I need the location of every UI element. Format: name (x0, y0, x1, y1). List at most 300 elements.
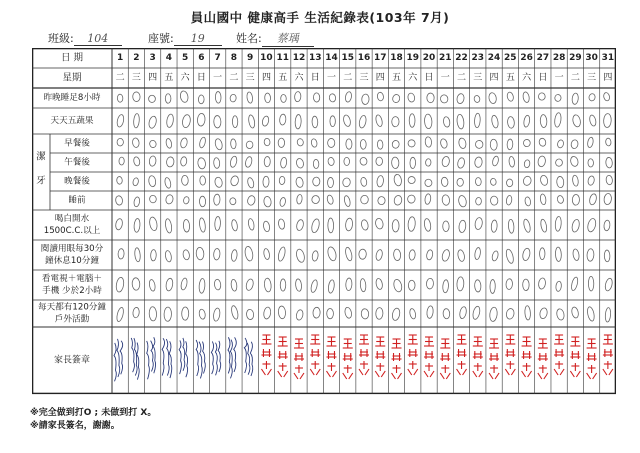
check-mark-circle (281, 94, 287, 102)
check-mark-circle (149, 279, 156, 291)
check-mark-circle (328, 279, 335, 293)
check-mark-circle (294, 91, 301, 102)
check-mark-circle (523, 139, 530, 146)
row-label-line: 看電視＋電腦＋ (41, 274, 103, 284)
check-mark-circle (344, 307, 353, 319)
check-mark-circle (313, 93, 320, 102)
day-number-4: 4 (165, 53, 173, 63)
check-mark-circle (165, 218, 173, 233)
check-mark-circle (474, 247, 481, 260)
day-number-2: 2 (133, 53, 140, 63)
handwritten-signature (211, 341, 220, 376)
check-mark-circle (540, 114, 547, 127)
check-mark-circle (603, 113, 611, 127)
check-mark-circle (278, 306, 286, 319)
weekday-25: 五 (505, 73, 515, 83)
check-mark-circle (522, 91, 530, 103)
weekday-6: 日 (196, 73, 206, 83)
check-mark-circle (263, 307, 271, 320)
handwritten-signature (162, 338, 172, 378)
weekday-26: 六 (522, 73, 532, 83)
check-mark-circle (506, 279, 513, 290)
check-mark-circle (457, 249, 465, 262)
day-number-8: 8 (230, 53, 238, 63)
check-mark-circle (196, 247, 204, 260)
check-mark-circle (248, 218, 255, 230)
check-mark-circle (393, 249, 401, 261)
check-mark-circle (246, 309, 254, 320)
check-mark-circle (408, 177, 415, 184)
check-mark-circle (376, 175, 384, 187)
stamp-stroke (609, 369, 613, 375)
day-number-13: 13 (308, 53, 322, 63)
check-mark-circle (538, 93, 545, 101)
check-mark-circle (165, 250, 173, 262)
day-number-23: 23 (471, 53, 485, 63)
weekday-23: 三 (473, 73, 483, 83)
stamp-stroke (511, 369, 515, 375)
check-mark-circle (246, 141, 253, 149)
class-label: 班級: (48, 32, 74, 45)
handwritten-signature (147, 337, 156, 379)
stamp-stroke (587, 373, 591, 379)
check-mark-circle (295, 177, 304, 188)
check-mark-circle (311, 195, 320, 204)
check-mark-circle (132, 278, 140, 291)
check-mark-circle (391, 157, 399, 169)
stamp-stroke (284, 371, 288, 377)
check-mark-circle (165, 278, 173, 292)
name-value: 蔡瑀 (262, 30, 314, 47)
stamp-stroke (560, 369, 564, 375)
check-mark-circle (523, 219, 532, 233)
check-mark-circle (244, 246, 254, 262)
check-mark-circle (264, 93, 270, 103)
check-mark-circle (425, 137, 432, 148)
check-mark-circle (132, 307, 139, 318)
check-mark-circle (360, 278, 366, 291)
check-mark-circle (360, 195, 368, 204)
seat-label: 座號: (148, 32, 174, 45)
brushing-group-char: 牙 (36, 175, 46, 187)
check-mark-circle (571, 219, 580, 233)
check-mark-circle (555, 216, 562, 231)
check-mark-circle (134, 248, 141, 262)
check-mark-circle (440, 138, 448, 149)
check-mark-circle (603, 193, 612, 205)
check-mark-circle (506, 179, 512, 187)
check-mark-circle (458, 195, 468, 208)
row-label-line: 每天都有120分鐘 (38, 302, 106, 313)
check-mark-circle (407, 195, 415, 204)
stamp-stroke (349, 373, 353, 379)
check-mark-circle (376, 157, 383, 165)
red-seal-stamp (587, 339, 597, 379)
weekday-12: 六 (294, 73, 304, 83)
check-mark-circle (375, 218, 384, 230)
check-mark-circle (489, 307, 498, 322)
check-mark-circle (181, 175, 188, 185)
check-mark-circle (606, 175, 613, 185)
weekday-27: 日 (538, 73, 548, 83)
check-mark-circle (441, 177, 449, 187)
check-mark-circle (346, 139, 352, 149)
stamp-stroke (310, 369, 314, 375)
red-seal-stamp (538, 339, 548, 379)
check-mark-circle (296, 219, 305, 231)
check-mark-circle (408, 280, 415, 290)
check-mark-circle (149, 156, 157, 167)
check-mark-circle (524, 159, 531, 168)
check-mark-circle (345, 218, 353, 231)
check-mark-circle (375, 278, 383, 290)
weekday-5: 六 (180, 73, 190, 83)
check-mark-circle (231, 219, 238, 231)
check-mark-circle (148, 115, 158, 128)
check-mark-circle (457, 178, 464, 186)
weekday-4: 五 (164, 73, 174, 83)
check-mark-circle (132, 138, 140, 148)
check-mark-circle (426, 249, 433, 260)
day-number-15: 15 (341, 53, 355, 63)
check-mark-circle (605, 157, 612, 168)
check-mark-circle (361, 94, 369, 105)
check-mark-circle (116, 307, 125, 322)
check-mark-circle (344, 247, 353, 262)
check-mark-circle (492, 156, 500, 167)
check-mark-circle (117, 138, 123, 146)
check-mark-circle (263, 248, 270, 260)
day-number-26: 26 (520, 53, 533, 63)
stamp-stroke (528, 371, 532, 377)
stamp-stroke (326, 371, 330, 377)
check-mark-circle (180, 156, 187, 166)
check-mark-circle (410, 157, 416, 168)
check-mark-circle (442, 194, 451, 205)
record-table (32, 48, 616, 403)
check-mark-circle (326, 194, 334, 204)
check-mark-circle (278, 138, 285, 147)
stamp-stroke (267, 369, 271, 375)
check-mark-circle (245, 278, 254, 291)
class-field (48, 30, 122, 46)
stamp-stroke (479, 371, 483, 377)
red-seal-stamp (505, 335, 515, 375)
check-mark-circle (605, 138, 611, 146)
handwritten-signature (114, 339, 123, 381)
check-mark-circle (280, 279, 286, 291)
day-number-30: 30 (585, 53, 598, 63)
check-mark-circle (328, 157, 335, 166)
check-mark-circle (407, 93, 415, 103)
red-seal-stamp (310, 335, 320, 375)
day-number-6: 6 (198, 53, 205, 63)
check-mark-circle (425, 159, 431, 167)
check-mark-circle (393, 174, 402, 187)
day-number-1: 1 (116, 53, 124, 63)
check-mark-circle (604, 278, 613, 292)
check-mark-circle (490, 139, 497, 150)
check-mark-circle (538, 278, 546, 290)
day-number-28: 28 (552, 53, 566, 63)
day-number-25: 25 (504, 53, 517, 63)
weekday-19: 六 (408, 73, 418, 83)
weekday-1: 二 (115, 73, 125, 83)
seat-field (148, 30, 222, 46)
row-label-line: 戶外活動 (54, 314, 90, 325)
stamp-stroke (538, 373, 542, 379)
check-mark-circle (476, 197, 482, 205)
check-mark-circle (119, 157, 125, 165)
check-mark-circle (264, 138, 270, 146)
stamp-stroke (392, 373, 396, 379)
check-mark-circle (588, 93, 595, 101)
check-mark-circle (198, 95, 204, 104)
check-mark-circle (150, 250, 156, 261)
check-mark-circle (117, 94, 123, 102)
check-mark-circle (213, 308, 221, 322)
check-mark-circle (488, 92, 497, 104)
check-mark-circle (459, 306, 467, 319)
check-mark-circle (327, 177, 333, 187)
check-mark-circle (133, 197, 140, 208)
check-mark-circle (442, 280, 449, 293)
stamp-stroke (522, 371, 526, 377)
check-mark-circle (587, 249, 595, 262)
check-mark-circle (246, 92, 253, 104)
check-mark-circle (443, 221, 450, 232)
check-mark-circle (328, 138, 335, 147)
check-mark-circle (393, 195, 402, 206)
check-mark-circle (572, 114, 582, 127)
check-mark-circle (279, 114, 286, 125)
check-mark-circle (344, 157, 350, 165)
stamp-stroke (457, 369, 461, 375)
check-mark-circle (426, 306, 433, 319)
check-mark-circle (312, 116, 318, 128)
check-mark-circle (555, 159, 563, 167)
check-mark-circle (296, 194, 303, 204)
check-mark-circle (557, 139, 564, 148)
check-mark-circle (312, 250, 319, 261)
weekday-15: 二 (343, 73, 353, 83)
check-mark-circle (392, 117, 399, 127)
date-header-label: 日 期 (60, 52, 84, 64)
day-number-24: 24 (487, 53, 501, 63)
seat-value: 19 (174, 32, 222, 46)
stamp-stroke (408, 369, 412, 375)
check-mark-circle (278, 219, 286, 230)
check-mark-circle (587, 175, 595, 185)
stamp-stroke (473, 371, 477, 377)
row-label: 天天五蔬果 (50, 116, 94, 126)
check-mark-circle (342, 114, 351, 127)
stamp-stroke (440, 373, 444, 379)
check-mark-circle (377, 92, 384, 101)
check-mark-circle (116, 114, 125, 128)
check-mark-circle (200, 176, 206, 185)
red-seal-stamp (603, 335, 613, 375)
check-mark-circle (491, 220, 498, 233)
handwritten-signature (244, 338, 252, 376)
check-mark-circle (230, 305, 239, 320)
check-mark-circle (506, 92, 514, 102)
check-mark-circle (457, 157, 466, 169)
check-mark-circle (378, 196, 386, 204)
check-mark-circle (115, 195, 123, 205)
check-mark-circle (393, 279, 403, 293)
stamp-stroke (278, 371, 282, 377)
check-mark-circle (358, 115, 367, 129)
stamp-stroke (554, 369, 558, 375)
check-mark-circle (392, 94, 401, 104)
stamp-stroke (576, 371, 580, 377)
check-mark-circle (261, 115, 269, 126)
check-mark-circle (409, 250, 416, 261)
check-mark-circle (523, 115, 530, 128)
check-mark-circle (572, 194, 579, 205)
stamp-stroke (381, 371, 385, 377)
stamp-stroke (343, 373, 347, 379)
stamp-stroke (603, 369, 607, 375)
check-mark-circle (247, 177, 255, 188)
weekday-7: 一 (213, 73, 223, 83)
red-seal-stamp (570, 337, 580, 377)
check-mark-circle (164, 307, 172, 321)
weekday-11: 五 (278, 73, 288, 83)
day-number-10: 10 (260, 53, 273, 63)
check-mark-circle (587, 137, 594, 148)
check-mark-circle (443, 308, 450, 318)
check-mark-circle (213, 194, 220, 205)
check-mark-circle (539, 307, 548, 319)
check-mark-circle (522, 248, 531, 262)
check-mark-circle (230, 139, 236, 149)
check-mark-circle (248, 114, 256, 128)
day-number-14: 14 (325, 53, 338, 63)
day-number-3: 3 (149, 53, 156, 63)
red-seal-stamp (489, 339, 499, 379)
weekday-header-label: 星期 (62, 72, 82, 84)
check-mark-circle (537, 156, 546, 168)
weekday-10: 四 (261, 73, 271, 83)
red-seal-stamp (473, 337, 483, 377)
stamp-stroke (316, 369, 320, 375)
check-mark-circle (263, 176, 269, 187)
check-mark-circle (133, 156, 141, 166)
weekday-31: 四 (603, 73, 613, 83)
check-mark-circle (508, 219, 514, 233)
check-mark-circle (247, 195, 256, 206)
check-mark-circle (231, 249, 238, 261)
check-mark-circle (505, 249, 515, 265)
signature-row-label: 家長簽章 (53, 355, 91, 366)
check-mark-circle (456, 114, 464, 129)
check-mark-circle (295, 114, 302, 129)
stamp-stroke (446, 373, 450, 379)
stamp-stroke (544, 373, 548, 379)
red-seal-stamp (522, 337, 532, 377)
check-mark-circle (443, 116, 451, 127)
stamp-stroke (489, 373, 493, 379)
red-seal-stamp (440, 339, 450, 379)
check-mark-circle (540, 248, 545, 260)
check-mark-circle (197, 113, 206, 126)
red-seal-stamp (294, 339, 304, 379)
handwritten-signature (179, 338, 187, 377)
check-mark-circle (509, 156, 516, 167)
check-mark-circle (327, 246, 338, 262)
red-seal-stamp (554, 335, 564, 375)
check-mark-circle (295, 279, 302, 292)
check-mark-circle (214, 279, 221, 290)
check-mark-circle (149, 140, 157, 149)
check-mark-circle (232, 116, 238, 128)
check-mark-circle (361, 219, 369, 230)
check-mark-circle (279, 176, 285, 185)
check-mark-circle (166, 114, 174, 128)
check-mark-circle (474, 113, 480, 128)
stamp-stroke (398, 373, 402, 379)
check-mark-circle (375, 249, 383, 261)
check-mark-circle (345, 91, 353, 102)
check-mark-circle (441, 156, 450, 167)
check-mark-circle (313, 159, 319, 168)
check-mark-circle (279, 197, 286, 207)
red-seal-stamp (326, 337, 336, 377)
check-mark-circle (231, 279, 238, 291)
weekday-17: 四 (375, 73, 385, 83)
check-mark-circle (199, 218, 206, 233)
stamp-stroke (261, 369, 265, 375)
day-number-16: 16 (357, 53, 371, 63)
red-seal-stamp (343, 339, 353, 379)
day-number-31: 31 (601, 53, 615, 63)
check-mark-circle (313, 307, 321, 318)
weekday-30: 三 (587, 73, 597, 83)
check-mark-circle (490, 279, 496, 293)
check-mark-circle (589, 193, 598, 205)
check-mark-circle (214, 177, 223, 188)
weekday-29: 二 (570, 73, 580, 83)
check-mark-circle (115, 277, 124, 293)
check-mark-circle (474, 157, 482, 168)
stamp-stroke (505, 369, 509, 375)
check-mark-circle (506, 308, 515, 320)
check-mark-circle (213, 248, 220, 260)
check-mark-circle (132, 177, 139, 186)
weekday-21: 一 (440, 73, 450, 83)
check-mark-circle (133, 92, 141, 102)
check-mark-circle (215, 91, 221, 103)
red-seal-stamp (261, 335, 271, 375)
check-mark-circle (456, 93, 465, 104)
check-mark-circle (554, 112, 562, 127)
check-mark-circle (604, 250, 610, 262)
check-mark-circle (409, 308, 417, 319)
red-seal-stamp (457, 335, 467, 375)
check-mark-circle (426, 278, 434, 289)
day-number-19: 19 (406, 53, 420, 63)
check-mark-circle (180, 278, 188, 291)
check-mark-circle (343, 195, 351, 207)
check-mark-circle (197, 157, 206, 169)
check-mark-circle (229, 197, 236, 205)
check-mark-circle (507, 139, 513, 150)
check-mark-circle (263, 221, 271, 232)
check-mark-circle (134, 218, 141, 232)
check-mark-circle (440, 94, 449, 104)
